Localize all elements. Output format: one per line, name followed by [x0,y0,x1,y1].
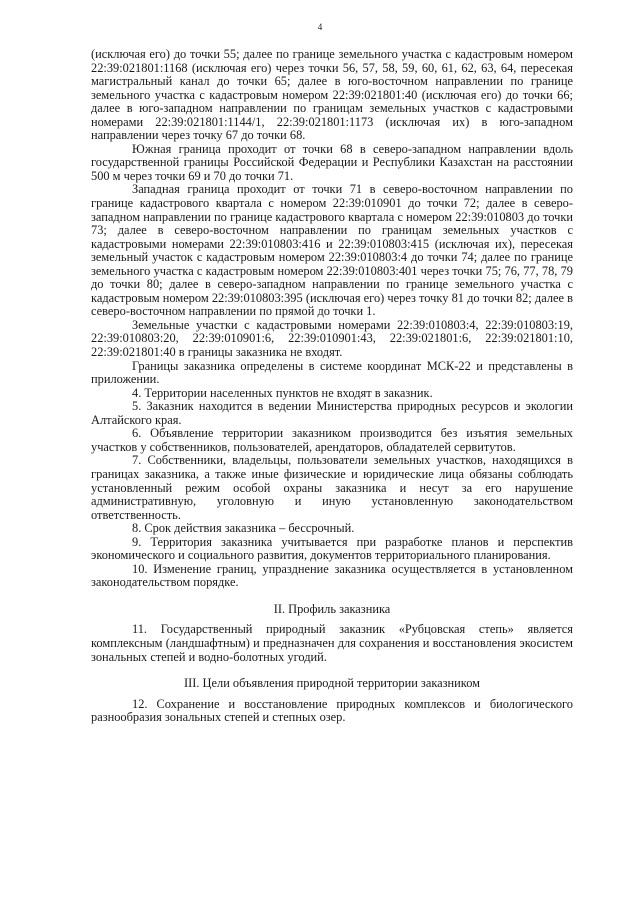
excluded-plots-paragraph: Земельные участки с кадастровыми номерами 22:39:010803:4, 22:39:010803:19, 22:39:010803:20, 22:39:010901:6, 22:39:010901:43, 22:39:021801:6, 22:39:021801:10, 22:39:021801:40 в границы заказника не входят. [91,317,573,360]
item-12-paragraph: 12. Сохранение и восстановление природных комплексов и биологического разнообразия зональных степей и степных озер. [91,696,573,725]
item-7-paragraph: 7. Собственники, владельцы, пользователи земельных участков, находящихся в границах заказника, а также иные физические и юридические лица обязаны соблюдать установленный режим особой охраны заказника и несут за его нарушение административную, уголовную и иную установленную законодательством ответственность. [91,453,573,522]
section-2-heading: II. Профиль заказника [273,601,391,616]
boundary-paragraph-continued: (исключая его) до точки 55; далее по границе земельного участка с кадастровым номером 22:39:021801:1168 (исключая его) через точки 56, 57, 58, 59, 60, 61, 62, 63, 64, пересекая магистральный канал до точки 65; далее в юго-восточном направлении по границе земельного участка с кадастровым номером 22:39:021801:40 (исключая его) до точки 66; далее в юго-западном направлении по границам земельных участков с кадастровыми номерами 22:39:021801:1144/1, 22:39:021801:1173 (исключая их) в юго-западном направлении через точку 67 до точки 68. [91,47,573,143]
item-4-paragraph: 4. Территории населенных пунктов не входят в заказник. [132,385,433,400]
section-3-heading: III. Цели объявления природной территории заказником [183,676,481,691]
item-8-paragraph: 8. Срок действия заказника – бессрочный. [132,521,355,536]
item-10-paragraph: 10. Изменение границ, упразднение заказника осуществляется в установленном законодательством порядке. [91,561,573,590]
document-body [91,48,573,725]
item-5-paragraph: 5. Заказник находится в ведении Министерства природных ресурсов и экологии Алтайского края. [91,399,573,427]
item-11-paragraph: 11. Государственный природный заказник «Рубцовская степь» является комплексным (ландшафтным) и предназначен для сохранения и восстановления экосистем зональных степей и водно-болотных угодий. [91,622,573,664]
coordinate-system-paragraph: Границы заказника определены в системе координат МСК-22 и представлены в приложении. [91,358,573,387]
page-number: 4 [317,22,323,32]
item-6-paragraph: 6. Объявление территории заказником производится без изъятия земельных участков у собственников, пользователей, арендаторов, обладателей сервитутов. [91,426,573,454]
item-9-paragraph: 9. Территория заказника учитывается при разработке планов и перспектив экономического и социального развития, документов территориального планирования. [91,534,573,563]
western-boundary-paragraph: Западная граница проходит от точки 71 в северо-восточном направлении по границе кадастрового квартала с номером 22:39:010901 до точки 72; далее в северо-западном направлении по границе кадастрового квартала с номером 22:39:010803 до точки 73; далее в северо-восточном направлении по границам земельных участков с кадастровыми номерами 22:39:010803:416 и 22:39:010803:415 (исключая их), пересекая земельный участок с кадастровым номером 22:39:010803:4 до точки 74; далее по границе земельного участка с кадастровым номером 22:39:010803:401 через точки 75; 76, 77, 78, 79 до точки 80; далее в северо-западном направлении по границе земельного участка с кадастровым номером 22:39:010803:395 (исключая его) через точку 81 до точки 82; далее в северо-восточном направлении по прямой до точки 1. [91,182,573,319]
southern-boundary-paragraph: Южная граница проходит от точки 68 в северо-западном направлении вдоль государственной границы Российской Федерации и Республики Казахстан на расстоянии 500 м через точки 69 и 70 до точки 71. [91,141,573,183]
